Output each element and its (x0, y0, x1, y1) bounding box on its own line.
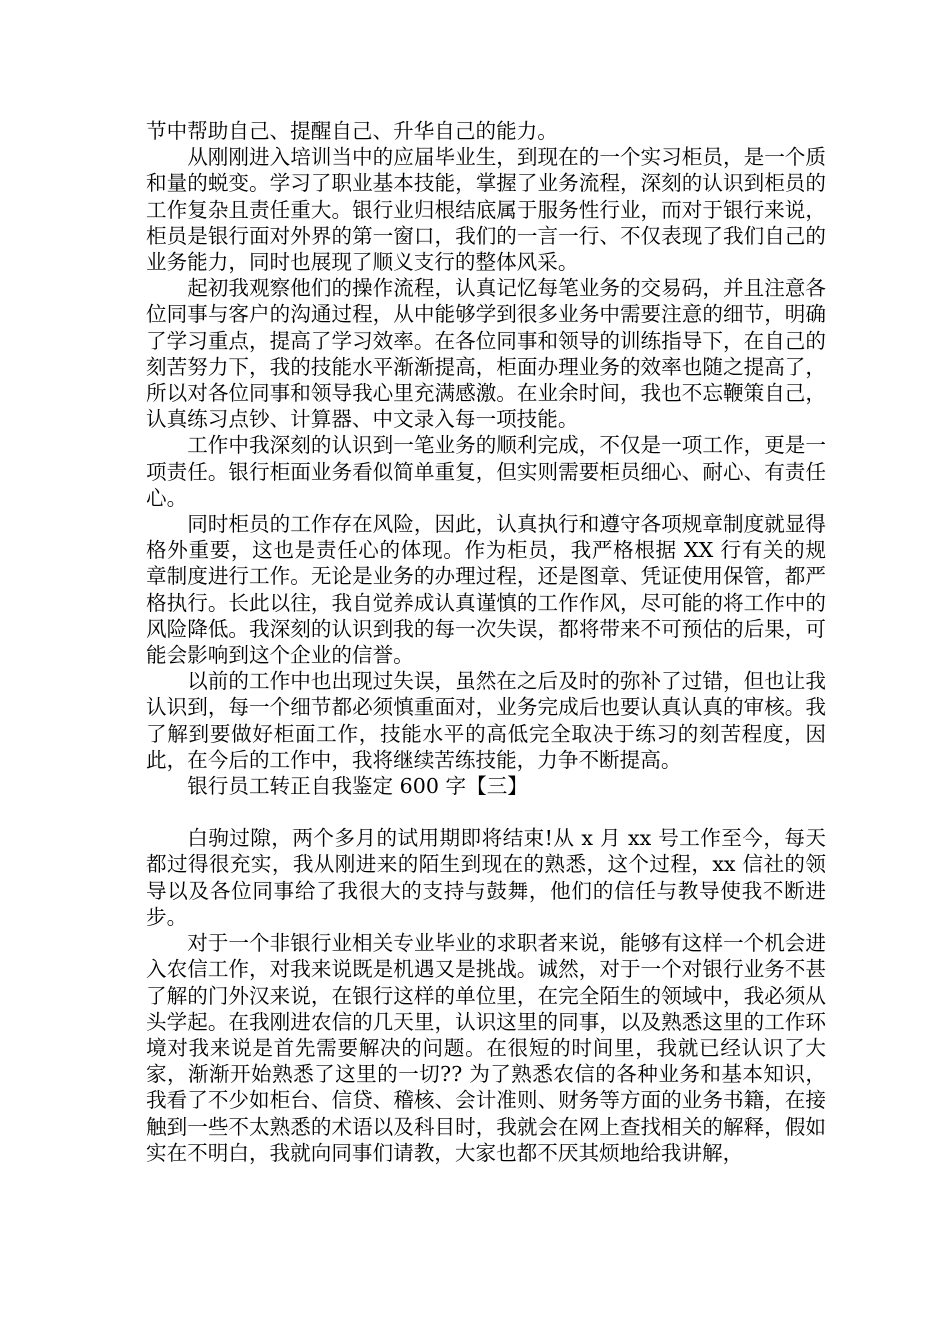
document-body (146, 118, 826, 1166)
paragraph-4: 工作中我深刻的认识到一笔业务的顺利完成，不仅是一项工作，更是一项责任。银行柜面业务看似简单重复，但实则需要柜员细心、耐心、有责任心。 (146, 433, 826, 510)
paragraph-2: 从刚刚进入培训当中的应届毕业生，到现在的一个实习柜员，是一个质和量的蜕变。学习了职业基本技能，掌握了业务流程，深刻的认识到柜员的工作复杂且责任重大。银行业归根结底属于服务性行业，而对于银行来说，柜员是银行面对外界的第一窗口，我们的一言一行、不仅表现了我们自己的业务能力，同时也展现了顺义支行的整体风采。 (146, 145, 826, 275)
paragraph-1: 节中帮助自己、提醒自己、升华自己的能力。 (146, 119, 558, 143)
section-heading: 银行员工转正自我鉴定 600 字【三】 (187, 774, 528, 799)
paragraph-8: 对于一个非银行业相关专业毕业的求职者来说，能够有这样一个机会进入农信工作，对我来说既是机遇又是挑战。诚然，对于一个对银行业务不甚了解的门外汉来说，在银行这样的单位里，在完全陌生的领域中，我必须从头学起。在我刚进农信的几天里，认识这里的同事，以及熟悉这里的工作环境对我来说是首先需要解决的问题。在很短的时间里，我就已经认识了大家，渐渐开始熟悉了这里的一切?? 为了熟悉农信的各种业务和基本知识，我看了不少如柜台、信贷、稽核、会计准则、财务等方面的业务书籍，在接触到一些不太熟悉的术语以及科目时，我就会在网上查找相关的解释，假如实在不明白，我就向同事们请教，大家也都不厌其烦地给我讲解， (146, 931, 826, 1165)
paragraph-5: 同时柜员的工作存在风险，因此，认真执行和遵守各项规章制度就显得格外重要，这也是责任心的体现。作为柜员，我严格根据 XX 行有关的规章制度进行工作。无论是业务的办理过程，还是图章、凭证使用保管，都严格执行。长此以往，我自觉养成认真谨慎的工作作风，尽可能的将工作中的风险降低。我深刻的认识到我的每一次失误，都将带来不可预估的后果，可能会影响到这个企业的信誉。 (146, 512, 826, 668)
paragraph-7: 白驹过隙，两个多月的试用期即将结束!从 x 月 xx 号工作至今，每天都过得很充实，我从刚进来的陌生到现在的熟悉，这个过程，xx 信社的领导以及各位同事给了我很大的支持与鼓舞，他们的信任与教导使我不断进步。 (146, 826, 826, 929)
paragraph-3: 起初我观察他们的操作流程，认真记忆每笔业务的交易码，并且注意各位同事与客户的沟通过程，从中能够学到很多业务中需要注意的细节，明确了学习重点，提高了学习效率。在各位同事和领导的训练指导下，在自己的刻苦努力下，我的技能水平渐渐提高，柜面办理业务的效率也随之提高了，所以对各位同事和领导我心里充满感激。在业余时间，我也不忘鞭策自己，认真练习点钞、计算器、中文录入每一项技能。 (146, 276, 826, 432)
paragraph-6: 以前的工作中也出现过失误，虽然在之后及时的弥补了过错，但也让我认识到，每一个细节都必须慎重面对，业务完成后也要认真认真的审核。我了解到要做好柜面工作，技能水平的高低完全取决于练习的刻苦程度，因此，在今后的工作中，我将继续苦练技能，力争不断提高。 (146, 669, 826, 772)
